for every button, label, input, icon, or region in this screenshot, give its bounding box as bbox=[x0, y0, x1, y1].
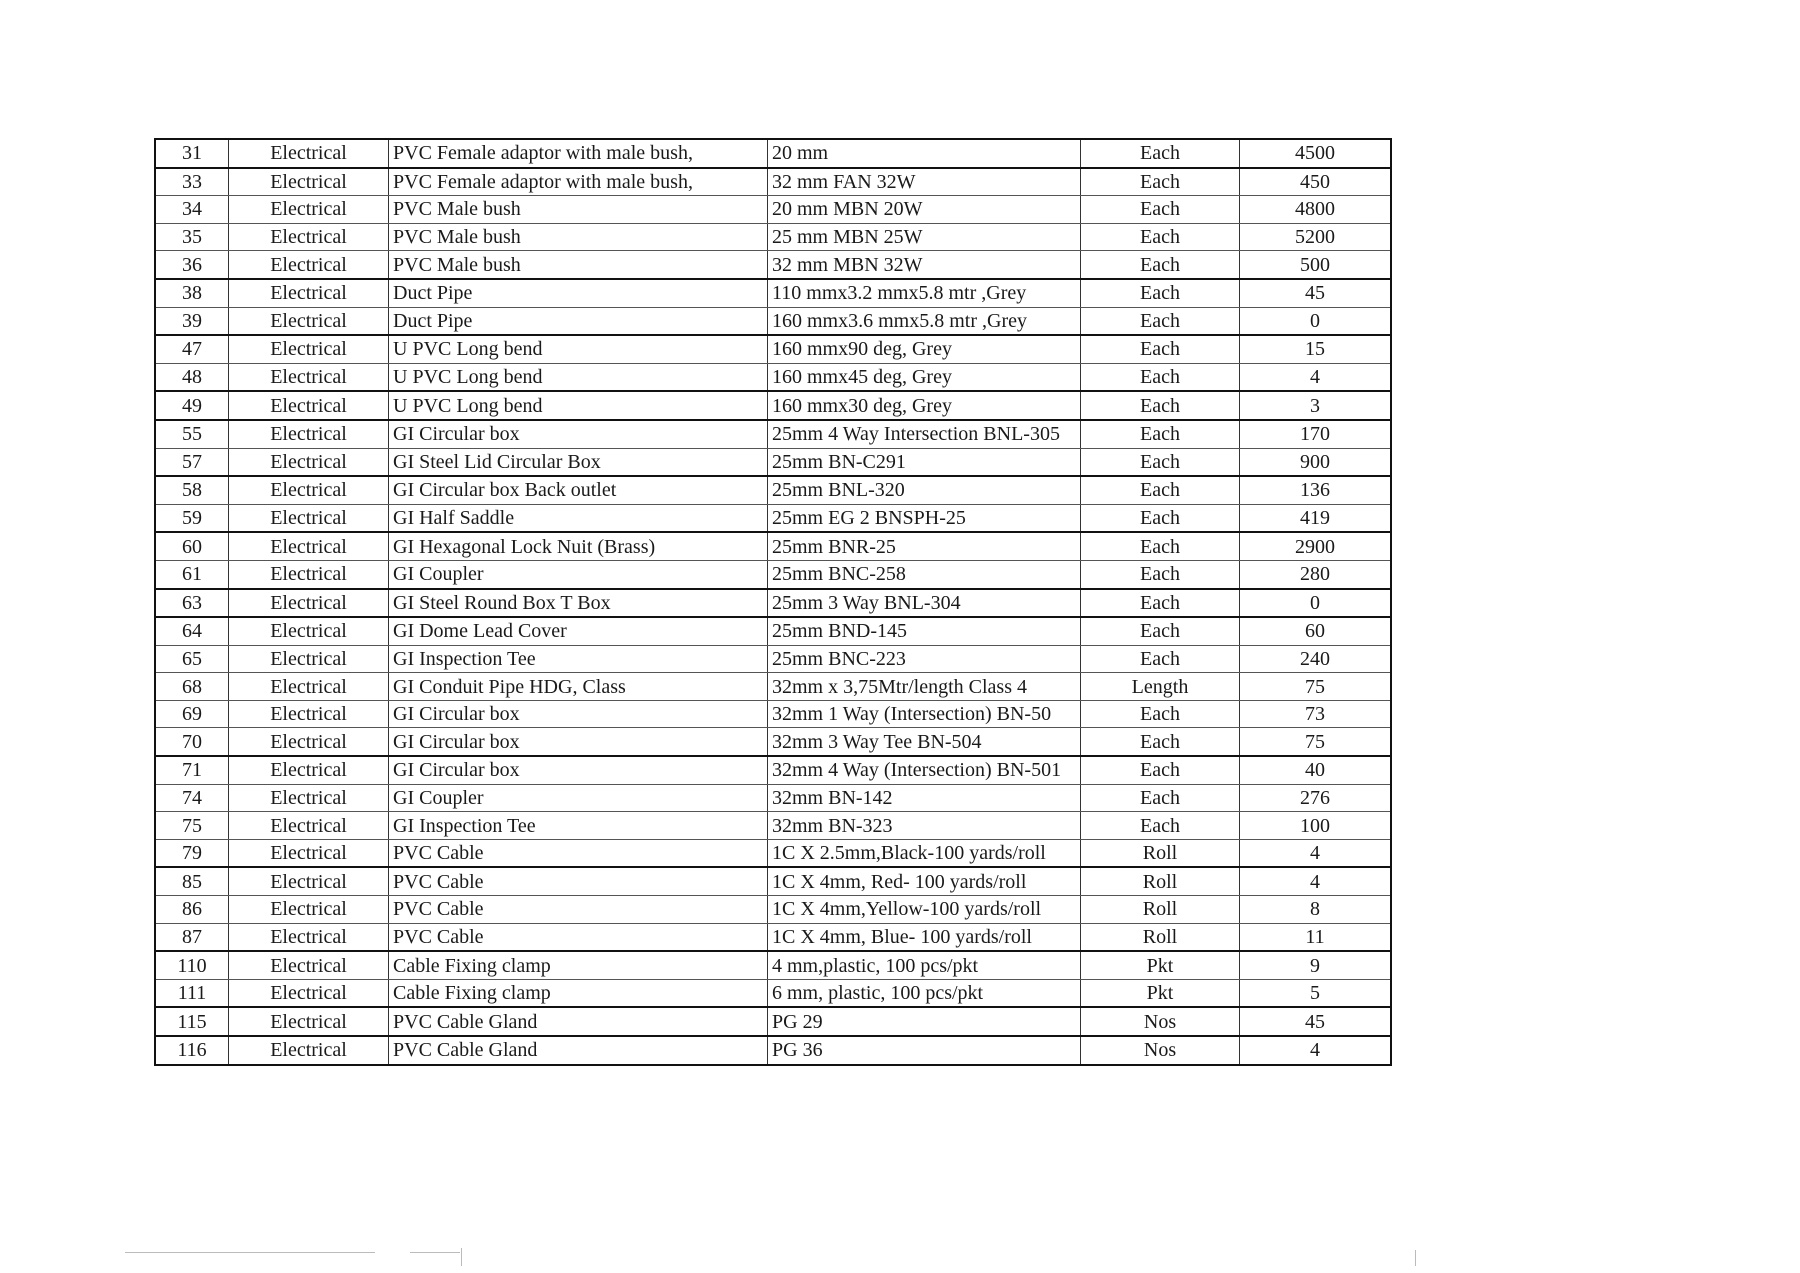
quantity-cell: 4 bbox=[1240, 867, 1392, 895]
category-cell: Electrical bbox=[229, 335, 389, 363]
table-row bbox=[155, 896, 1391, 924]
table-row bbox=[155, 139, 1391, 168]
unit-cell: Each bbox=[1081, 279, 1240, 307]
specification-cell: 25mm BNC-223 bbox=[768, 645, 1081, 673]
item-description-cell: U PVC Long bend bbox=[389, 363, 768, 391]
row-number-cell: 33 bbox=[155, 168, 229, 196]
category-cell: Electrical bbox=[229, 363, 389, 391]
specification-cell: 25 mm MBN 25W bbox=[768, 223, 1081, 251]
specification-cell: 4 mm,plastic, 100 pcs/pkt bbox=[768, 951, 1081, 979]
table-row bbox=[155, 951, 1391, 979]
row-number-cell: 35 bbox=[155, 223, 229, 251]
table-row bbox=[155, 448, 1391, 476]
table-row bbox=[155, 839, 1391, 867]
unit-cell: Each bbox=[1081, 420, 1240, 448]
row-number-cell: 116 bbox=[155, 1036, 229, 1065]
quantity-cell: 73 bbox=[1240, 700, 1392, 728]
item-description-cell: GI Circular box bbox=[389, 756, 768, 784]
quantity-cell: 4 bbox=[1240, 1036, 1392, 1065]
specification-cell: 32mm x 3,75Mtr/length Class 4 bbox=[768, 673, 1081, 701]
category-cell: Electrical bbox=[229, 251, 389, 279]
row-number-cell: 63 bbox=[155, 589, 229, 618]
item-description-cell: GI Circular box bbox=[389, 420, 768, 448]
specification-cell: 25mm BND-145 bbox=[768, 617, 1081, 645]
item-description-cell: Cable Fixing clamp bbox=[389, 951, 768, 979]
item-description-cell: PVC Cable bbox=[389, 923, 768, 951]
row-number-cell: 47 bbox=[155, 335, 229, 363]
table-row bbox=[155, 645, 1391, 673]
scan-artifact-line bbox=[125, 1252, 375, 1253]
quantity-cell: 100 bbox=[1240, 812, 1392, 840]
item-description-cell: GI Hexagonal Lock Nuit (Brass) bbox=[389, 532, 768, 560]
table-row bbox=[155, 756, 1391, 784]
item-description-cell: PVC Cable Gland bbox=[389, 1007, 768, 1036]
row-number-cell: 74 bbox=[155, 784, 229, 812]
specification-cell: 25mm 4 Way Intersection BNL-305 bbox=[768, 420, 1081, 448]
table-row bbox=[155, 617, 1391, 645]
quantity-cell: 240 bbox=[1240, 645, 1392, 673]
unit-cell: Each bbox=[1081, 784, 1240, 812]
row-number-cell: 87 bbox=[155, 923, 229, 951]
table-row bbox=[155, 589, 1391, 618]
quantity-cell: 75 bbox=[1240, 673, 1392, 701]
item-description-cell: GI Conduit Pipe HDG, Class bbox=[389, 673, 768, 701]
category-cell: Electrical bbox=[229, 307, 389, 335]
table-row bbox=[155, 168, 1391, 196]
row-number-cell: 115 bbox=[155, 1007, 229, 1036]
category-cell: Electrical bbox=[229, 448, 389, 476]
unit-cell: Each bbox=[1081, 700, 1240, 728]
quantity-cell: 4 bbox=[1240, 363, 1392, 391]
specification-cell: 32mm 1 Way (Intersection) BN-50 bbox=[768, 700, 1081, 728]
category-cell: Electrical bbox=[229, 1036, 389, 1065]
quantity-cell: 419 bbox=[1240, 504, 1392, 532]
quantity-cell: 280 bbox=[1240, 560, 1392, 588]
item-description-cell: PVC Female adaptor with male bush, bbox=[389, 168, 768, 196]
specification-cell: 25mm BNC-258 bbox=[768, 560, 1081, 588]
unit-cell: Each bbox=[1081, 363, 1240, 391]
unit-cell: Each bbox=[1081, 812, 1240, 840]
table-row bbox=[155, 812, 1391, 840]
item-description-cell: GI Circular box bbox=[389, 700, 768, 728]
table-row bbox=[155, 223, 1391, 251]
item-description-cell: PVC Male bush bbox=[389, 223, 768, 251]
quantity-cell: 60 bbox=[1240, 617, 1392, 645]
item-description-cell: GI Steel Round Box T Box bbox=[389, 589, 768, 618]
row-number-cell: 111 bbox=[155, 979, 229, 1007]
row-number-cell: 85 bbox=[155, 867, 229, 895]
row-number-cell: 69 bbox=[155, 700, 229, 728]
unit-cell: Roll bbox=[1081, 867, 1240, 895]
unit-cell: Each bbox=[1081, 504, 1240, 532]
table-row bbox=[155, 1007, 1391, 1036]
row-number-cell: 39 bbox=[155, 307, 229, 335]
item-description-cell: GI Coupler bbox=[389, 784, 768, 812]
item-description-cell: Duct Pipe bbox=[389, 279, 768, 307]
row-number-cell: 65 bbox=[155, 645, 229, 673]
quantity-cell: 75 bbox=[1240, 728, 1392, 756]
row-number-cell: 79 bbox=[155, 839, 229, 867]
unit-cell: Each bbox=[1081, 307, 1240, 335]
item-description-cell: Cable Fixing clamp bbox=[389, 979, 768, 1007]
category-cell: Electrical bbox=[229, 867, 389, 895]
table-row bbox=[155, 979, 1391, 1007]
quantity-cell: 45 bbox=[1240, 1007, 1392, 1036]
unit-cell: Each bbox=[1081, 335, 1240, 363]
row-number-cell: 86 bbox=[155, 896, 229, 924]
category-cell: Electrical bbox=[229, 923, 389, 951]
quantity-cell: 0 bbox=[1240, 589, 1392, 618]
category-cell: Electrical bbox=[229, 896, 389, 924]
item-description-cell: U PVC Long bend bbox=[389, 335, 768, 363]
unit-cell: Roll bbox=[1081, 896, 1240, 924]
specification-cell: PG 36 bbox=[768, 1036, 1081, 1065]
unit-cell: Each bbox=[1081, 168, 1240, 196]
unit-cell: Roll bbox=[1081, 923, 1240, 951]
category-cell: Electrical bbox=[229, 223, 389, 251]
unit-cell: Each bbox=[1081, 645, 1240, 673]
category-cell: Electrical bbox=[229, 196, 389, 224]
quantity-cell: 11 bbox=[1240, 923, 1392, 951]
table-row bbox=[155, 279, 1391, 307]
unit-cell: Each bbox=[1081, 560, 1240, 588]
table-row bbox=[155, 251, 1391, 279]
quantity-cell: 4500 bbox=[1240, 139, 1392, 168]
row-number-cell: 31 bbox=[155, 139, 229, 168]
item-description-cell: Duct Pipe bbox=[389, 307, 768, 335]
category-cell: Electrical bbox=[229, 139, 389, 168]
category-cell: Electrical bbox=[229, 168, 389, 196]
category-cell: Electrical bbox=[229, 532, 389, 560]
unit-cell: Each bbox=[1081, 391, 1240, 420]
quantity-cell: 450 bbox=[1240, 168, 1392, 196]
specification-cell: 1C X 4mm,Yellow-100 yards/roll bbox=[768, 896, 1081, 924]
table-row bbox=[155, 476, 1391, 504]
table-row bbox=[155, 532, 1391, 560]
item-description-cell: GI Circular box Back outlet bbox=[389, 476, 768, 504]
table-row bbox=[155, 420, 1391, 448]
quantity-cell: 45 bbox=[1240, 279, 1392, 307]
category-cell: Electrical bbox=[229, 756, 389, 784]
specification-cell: 160 mmx3.6 mmx5.8 mtr ,Grey bbox=[768, 307, 1081, 335]
table-row bbox=[155, 923, 1391, 951]
quantity-cell: 4800 bbox=[1240, 196, 1392, 224]
item-description-cell: GI Half Saddle bbox=[389, 504, 768, 532]
row-number-cell: 58 bbox=[155, 476, 229, 504]
row-number-cell: 61 bbox=[155, 560, 229, 588]
specification-cell: 32 mm MBN 32W bbox=[768, 251, 1081, 279]
unit-cell: Each bbox=[1081, 251, 1240, 279]
item-description-cell: GI Inspection Tee bbox=[389, 645, 768, 673]
row-number-cell: 70 bbox=[155, 728, 229, 756]
item-description-cell: PVC Female adaptor with male bush, bbox=[389, 139, 768, 168]
item-description-cell: GI Coupler bbox=[389, 560, 768, 588]
category-cell: Electrical bbox=[229, 673, 389, 701]
category-cell: Electrical bbox=[229, 476, 389, 504]
specification-cell: 20 mm bbox=[768, 139, 1081, 168]
item-description-cell: PVC Male bush bbox=[389, 196, 768, 224]
unit-cell: Each bbox=[1081, 196, 1240, 224]
category-cell: Electrical bbox=[229, 589, 389, 618]
category-cell: Electrical bbox=[229, 560, 389, 588]
row-number-cell: 59 bbox=[155, 504, 229, 532]
specification-cell: PG 29 bbox=[768, 1007, 1081, 1036]
specification-cell: 25mm BN-C291 bbox=[768, 448, 1081, 476]
row-number-cell: 55 bbox=[155, 420, 229, 448]
unit-cell: Each bbox=[1081, 617, 1240, 645]
specification-cell: 160 mmx90 deg, Grey bbox=[768, 335, 1081, 363]
table-row bbox=[155, 1036, 1391, 1065]
category-cell: Electrical bbox=[229, 504, 389, 532]
table-row bbox=[155, 867, 1391, 895]
row-number-cell: 110 bbox=[155, 951, 229, 979]
unit-cell: Each bbox=[1081, 223, 1240, 251]
quantity-cell: 3 bbox=[1240, 391, 1392, 420]
row-number-cell: 68 bbox=[155, 673, 229, 701]
specification-cell: 32mm 4 Way (Intersection) BN-501 bbox=[768, 756, 1081, 784]
quantity-cell: 500 bbox=[1240, 251, 1392, 279]
item-description-cell: PVC Cable bbox=[389, 867, 768, 895]
item-description-cell: GI Dome Lead Cover bbox=[389, 617, 768, 645]
unit-cell: Pkt bbox=[1081, 951, 1240, 979]
unit-cell: Each bbox=[1081, 589, 1240, 618]
item-description-cell: PVC Male bush bbox=[389, 251, 768, 279]
unit-cell: Each bbox=[1081, 756, 1240, 784]
table-row bbox=[155, 560, 1391, 588]
quantity-cell: 8 bbox=[1240, 896, 1392, 924]
unit-cell: Each bbox=[1081, 139, 1240, 168]
specification-cell: 32mm 3 Way Tee BN-504 bbox=[768, 728, 1081, 756]
specification-cell: 20 mm MBN 20W bbox=[768, 196, 1081, 224]
category-cell: Electrical bbox=[229, 812, 389, 840]
table-row bbox=[155, 784, 1391, 812]
quantity-cell: 9 bbox=[1240, 951, 1392, 979]
quantity-cell: 2900 bbox=[1240, 532, 1392, 560]
specification-cell: 25mm BNL-320 bbox=[768, 476, 1081, 504]
category-cell: Electrical bbox=[229, 951, 389, 979]
row-number-cell: 49 bbox=[155, 391, 229, 420]
specification-cell: 160 mmx45 deg, Grey bbox=[768, 363, 1081, 391]
category-cell: Electrical bbox=[229, 728, 389, 756]
category-cell: Electrical bbox=[229, 700, 389, 728]
table-row bbox=[155, 391, 1391, 420]
item-description-cell: PVC Cable bbox=[389, 896, 768, 924]
row-number-cell: 75 bbox=[155, 812, 229, 840]
inventory-table-body bbox=[155, 139, 1391, 1065]
specification-cell: 32 mm FAN 32W bbox=[768, 168, 1081, 196]
category-cell: Electrical bbox=[229, 839, 389, 867]
item-description-cell: PVC Cable bbox=[389, 839, 768, 867]
specification-cell: 25mm BNR-25 bbox=[768, 532, 1081, 560]
unit-cell: Length bbox=[1081, 673, 1240, 701]
table-row bbox=[155, 335, 1391, 363]
quantity-cell: 170 bbox=[1240, 420, 1392, 448]
category-cell: Electrical bbox=[229, 1007, 389, 1036]
row-number-cell: 60 bbox=[155, 532, 229, 560]
specification-cell: 1C X 4mm, Red- 100 yards/roll bbox=[768, 867, 1081, 895]
specification-cell: 32mm BN-142 bbox=[768, 784, 1081, 812]
unit-cell: Each bbox=[1081, 728, 1240, 756]
item-description-cell: U PVC Long bend bbox=[389, 391, 768, 420]
scan-artifact-tick bbox=[1415, 1250, 1416, 1266]
unit-cell: Pkt bbox=[1081, 979, 1240, 1007]
table-row bbox=[155, 504, 1391, 532]
item-description-cell: GI Circular box bbox=[389, 728, 768, 756]
scan-artifact-line bbox=[410, 1252, 460, 1253]
row-number-cell: 71 bbox=[155, 756, 229, 784]
scan-artifact-tick bbox=[461, 1248, 462, 1266]
quantity-cell: 276 bbox=[1240, 784, 1392, 812]
unit-cell: Roll bbox=[1081, 839, 1240, 867]
quantity-cell: 900 bbox=[1240, 448, 1392, 476]
quantity-cell: 5200 bbox=[1240, 223, 1392, 251]
quantity-cell: 15 bbox=[1240, 335, 1392, 363]
specification-cell: 110 mmx3.2 mmx5.8 mtr ,Grey bbox=[768, 279, 1081, 307]
row-number-cell: 48 bbox=[155, 363, 229, 391]
item-description-cell: GI Steel Lid Circular Box bbox=[389, 448, 768, 476]
quantity-cell: 5 bbox=[1240, 979, 1392, 1007]
quantity-cell: 40 bbox=[1240, 756, 1392, 784]
category-cell: Electrical bbox=[229, 420, 389, 448]
quantity-cell: 0 bbox=[1240, 307, 1392, 335]
table-row bbox=[155, 700, 1391, 728]
quantity-cell: 136 bbox=[1240, 476, 1392, 504]
specification-cell: 160 mmx30 deg, Grey bbox=[768, 391, 1081, 420]
scan-artifacts bbox=[0, 1248, 1800, 1268]
row-number-cell: 38 bbox=[155, 279, 229, 307]
unit-cell: Each bbox=[1081, 448, 1240, 476]
table-row bbox=[155, 728, 1391, 756]
category-cell: Electrical bbox=[229, 645, 389, 673]
table-row bbox=[155, 363, 1391, 391]
category-cell: Electrical bbox=[229, 979, 389, 1007]
specification-cell: 32mm BN-323 bbox=[768, 812, 1081, 840]
row-number-cell: 34 bbox=[155, 196, 229, 224]
table-row bbox=[155, 673, 1391, 701]
specification-cell: 6 mm, plastic, 100 pcs/pkt bbox=[768, 979, 1081, 1007]
quantity-cell: 4 bbox=[1240, 839, 1392, 867]
row-number-cell: 57 bbox=[155, 448, 229, 476]
unit-cell: Nos bbox=[1081, 1036, 1240, 1065]
category-cell: Electrical bbox=[229, 617, 389, 645]
unit-cell: Nos bbox=[1081, 1007, 1240, 1036]
item-description-cell: PVC Cable Gland bbox=[389, 1036, 768, 1065]
category-cell: Electrical bbox=[229, 279, 389, 307]
specification-cell: 25mm 3 Way BNL-304 bbox=[768, 589, 1081, 618]
item-description-cell: GI Inspection Tee bbox=[389, 812, 768, 840]
row-number-cell: 64 bbox=[155, 617, 229, 645]
category-cell: Electrical bbox=[229, 784, 389, 812]
table-row bbox=[155, 196, 1391, 224]
unit-cell: Each bbox=[1081, 532, 1240, 560]
unit-cell: Each bbox=[1081, 476, 1240, 504]
specification-cell: 1C X 4mm, Blue- 100 yards/roll bbox=[768, 923, 1081, 951]
specification-cell: 25mm EG 2 BNSPH-25 bbox=[768, 504, 1081, 532]
specification-cell: 1C X 2.5mm,Black-100 yards/roll bbox=[768, 839, 1081, 867]
table-row bbox=[155, 307, 1391, 335]
inventory-table bbox=[154, 138, 1392, 1066]
row-number-cell: 36 bbox=[155, 251, 229, 279]
category-cell: Electrical bbox=[229, 391, 389, 420]
